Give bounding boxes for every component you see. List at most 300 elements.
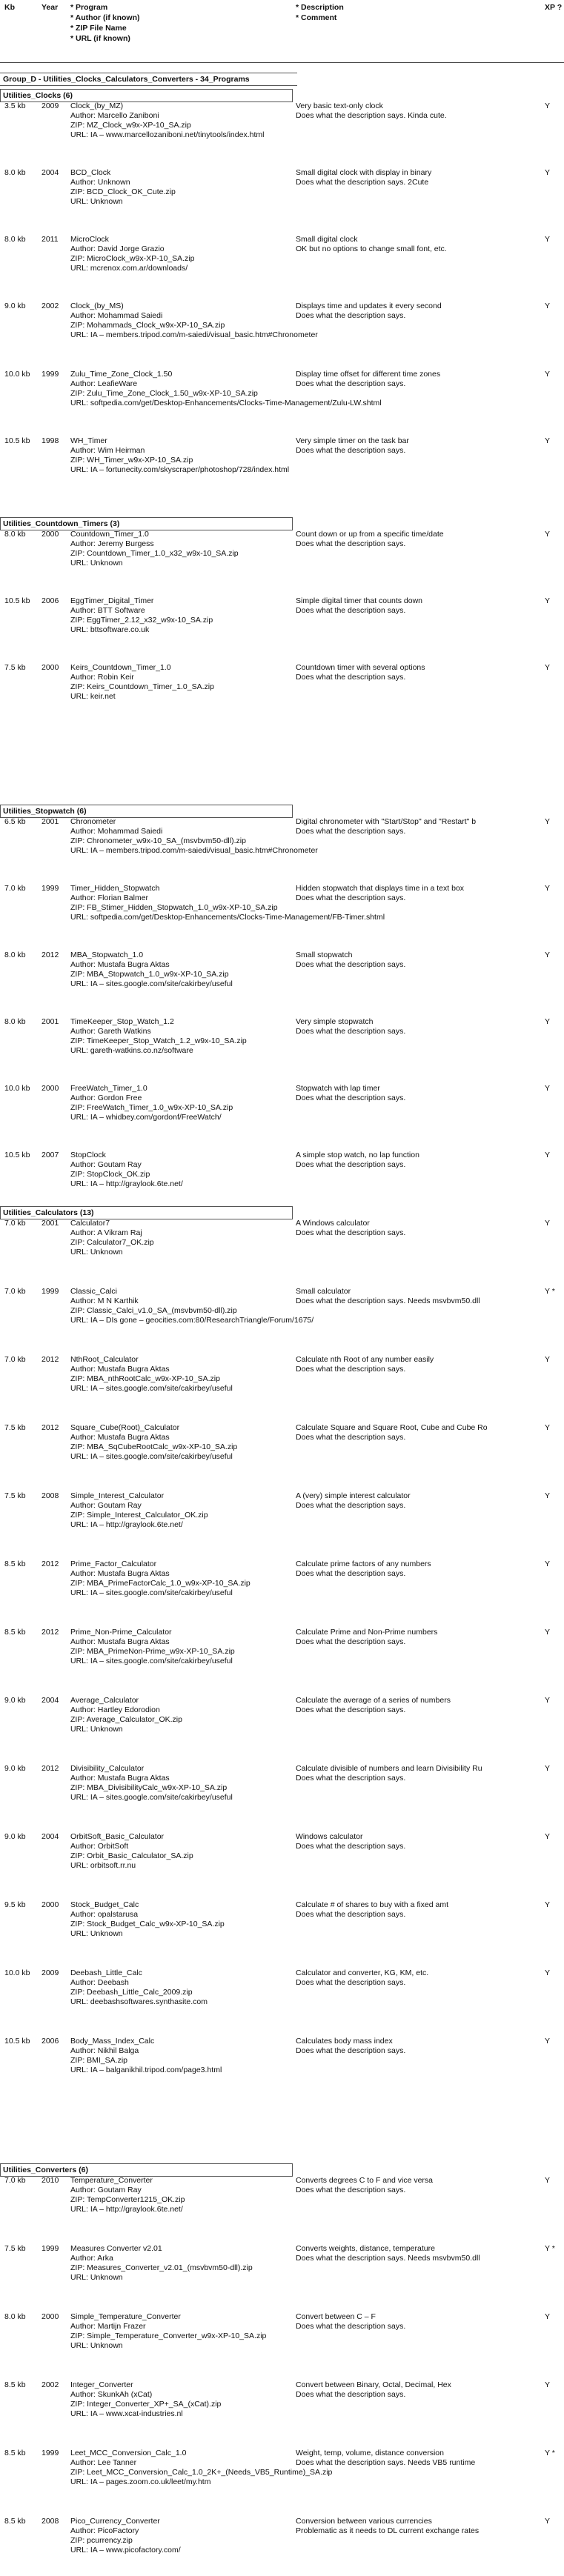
entry-xp-compat: Y	[545, 1696, 551, 1705]
entry-size: 10.5 kb	[4, 436, 30, 445]
entry-size: 10.0 kb	[4, 1084, 30, 1093]
category-heading: Utilities_Calculators (13)	[0, 1206, 293, 1219]
entry-year: 2000	[42, 663, 59, 672]
entry-comment: Does what the description says. 2Cute	[296, 178, 429, 187]
entry-comment: Does what the description says.	[296, 1774, 406, 1783]
entry-size: 7.0 kb	[4, 1355, 26, 1364]
entry-url: URL: Unknown	[70, 1248, 123, 1257]
entry-program-name: Prime_Factor_Calculator	[70, 1560, 157, 1568]
entry-description-block	[296, 1017, 533, 1036]
entry-program-block	[70, 1084, 293, 1122]
entry-xp-compat: Y	[545, 1084, 551, 1093]
entry-xp-compat: Y	[545, 2312, 551, 2321]
entry-comment: Does what the description says.	[296, 1569, 406, 1578]
entry-description: Converts degrees C to F and vice versa	[296, 2176, 434, 2185]
entry-zip: ZIP: Simple_Interest_Calculator_OK.zip	[70, 1511, 208, 1520]
entry-xp-compat: Y	[545, 1628, 551, 1637]
entry-year: 2006	[42, 2037, 59, 2046]
entry-program-name: MBA_Stopwatch_1.0	[70, 951, 144, 959]
entry-url: URL: Unknown	[70, 1725, 123, 1734]
entry-url: URL: Unknown	[70, 559, 123, 568]
entry-program-block	[70, 1696, 293, 1734]
header-zip-line: * ZIP File Name	[70, 24, 127, 33]
entry-size: 7.0 kb	[4, 1219, 26, 1228]
entry-program-block	[70, 1628, 293, 1666]
entry-year: 2012	[42, 1628, 59, 1637]
header-author-line: * Author (if known)	[70, 13, 140, 22]
entry-year: 2010	[42, 2176, 59, 2185]
entry-description-block	[296, 1628, 533, 1647]
entry-program-block	[70, 2244, 293, 2283]
entry-description: Hidden stopwatch that displays time in a text box	[296, 884, 465, 893]
entry-xp-compat: Y	[545, 596, 551, 605]
entry-zip: ZIP: Measures_Converter_v2.01_(msvbvm50-dll).zip	[70, 2263, 253, 2272]
entry-comment: Does what the description says.	[296, 1705, 406, 1714]
entry-xp-compat: Y	[545, 1900, 551, 1909]
entry-author: Author: Mustafa Bugra Aktas	[70, 1774, 170, 1783]
entry-program-block	[70, 1287, 314, 1325]
entry-year: 2012	[42, 1560, 59, 1568]
entry-author: Author: Marcello Zaniboni	[70, 111, 159, 120]
entry-description-block	[296, 168, 533, 187]
entry-xp-compat: Y	[545, 2037, 551, 2046]
entry-description-block	[296, 1696, 533, 1715]
entry-size: 8.5 kb	[4, 2449, 26, 2457]
entry-description-block	[296, 101, 533, 121]
entry-url: URL: IA – sites.google.com/site/cakirbey/useful	[70, 979, 233, 988]
entry-description: Simple digital timer that counts down	[296, 596, 422, 605]
entry-program-block	[70, 2312, 293, 2351]
entry-xp-compat: Y	[545, 884, 551, 893]
entry-zip: ZIP: TimeKeeper_Stop_Watch_1.2_w9x-10_SA.zip	[70, 1036, 247, 1045]
entry-program-block	[70, 1560, 293, 1598]
entry-xp-compat: Y	[545, 101, 551, 110]
entry-zip: ZIP: MBA_DivisibilityCalc_w9x-XP-10_SA.zip	[70, 1783, 228, 1792]
entry-author: Author: Mustafa Bugra Aktas	[70, 960, 170, 969]
entry-year: 2000	[42, 1084, 59, 1093]
entry-year: 2008	[42, 2517, 59, 2526]
entry-year: 2012	[42, 951, 59, 959]
entry-size: 9.5 kb	[4, 1900, 26, 1909]
entry-description-block	[296, 2380, 533, 2400]
entry-year: 2011	[42, 235, 59, 244]
entry-description-block	[296, 2517, 533, 2536]
entry-url: URL: deebashsoftwares.synthasite.com	[70, 1997, 208, 2006]
entry-program-name: Body_Mass_Index_Calc	[70, 2037, 155, 2046]
entry-url: URL: mcrenox.com.ar/downloads/	[70, 264, 188, 273]
entry-author: Author: Mohammad Saiedi	[70, 311, 163, 320]
entry-year: 2012	[42, 1423, 59, 1432]
entry-xp-compat: Y	[545, 1560, 551, 1568]
entry-zip: ZIP: Keirs_Countdown_Timer_1.0_SA.zip	[70, 682, 214, 691]
entry-description-block	[296, 1084, 533, 1103]
category-heading: Utilities_Stopwatch (6)	[0, 805, 293, 818]
entry-description: Calculate Prime and Non-Prime numbers	[296, 1628, 438, 1637]
entry-program-name: Leet_MCC_Conversion_Calc_1.0	[70, 2449, 187, 2457]
entry-program-block	[70, 235, 293, 273]
entry-description: Small stopwatch	[296, 951, 353, 959]
entry-url: URL: Unknown	[70, 2341, 123, 2350]
entry-author: Author: OrbitSoft	[70, 1842, 129, 1851]
entry-year: 2007	[42, 1151, 59, 1159]
entry-xp-compat: Y *	[545, 1287, 555, 1296]
entry-program-block	[70, 2037, 293, 2075]
entry-description-block	[296, 1900, 533, 1920]
entry-author: Author: opalstarusa	[70, 1910, 139, 1919]
entry-description: Weight, temp, volume, distance conversion	[296, 2449, 444, 2457]
entry-description: Stopwatch with lap timer	[296, 1084, 380, 1093]
entry-program-block	[70, 817, 318, 856]
entry-author: Author: Jeremy Burgess	[70, 539, 154, 548]
entry-xp-compat: Y	[545, 1491, 551, 1500]
entry-author: Author: Mustafa Bugra Aktas	[70, 1569, 170, 1578]
entry-description: Calculate divisible of numbers and learn Divisibility Ru	[296, 1764, 482, 1773]
entry-author: Author: Goutam Ray	[70, 1160, 142, 1169]
entry-zip: ZIP: Leet_MCC_Conversion_Calc_1.0_2K+_(Needs_VB5_Runtime)_SA.zip	[70, 2468, 333, 2477]
entry-comment: Does what the description says.	[296, 1433, 406, 1442]
entry-author: Author: Goutam Ray	[70, 1501, 142, 1510]
entry-description: Calculate Square and Square Root, Cube and Cube Ro	[296, 1423, 488, 1432]
entry-xp-compat: Y	[545, 817, 551, 826]
entry-year: 2001	[42, 1219, 59, 1228]
entry-description: Small digital clock with display in binary	[296, 168, 432, 177]
entry-program-block	[70, 1832, 293, 1871]
entry-url: URL: Unknown	[70, 1929, 123, 1938]
entry-size: 8.0 kb	[4, 951, 26, 959]
entry-year: 2009	[42, 1968, 59, 1977]
entry-author: Author: PicoFactory	[70, 2526, 139, 2535]
entry-zip: ZIP: TempConverter1215_OK.zip	[70, 2195, 185, 2204]
entry-program-name: BCD_Clock	[70, 168, 111, 177]
entry-description-block	[296, 530, 533, 549]
entry-comment: Does what the description says. Kinda cute.	[296, 111, 447, 120]
entry-size: 10.5 kb	[4, 2037, 30, 2046]
entry-comment: Does what the description says.	[296, 893, 406, 902]
entry-comment: Does what the description says. Needs msvbvm50.dll	[296, 1297, 480, 1305]
entry-zip: ZIP: Zulu_Time_Zone_Clock_1.50_w9x-XP-10_SA.zip	[70, 389, 258, 398]
entry-size: 9.0 kb	[4, 1696, 26, 1705]
entry-zip: ZIP: Chronometer_w9x-10_SA_(msvbvm50-dll).zip	[70, 836, 246, 845]
entry-year: 2009	[42, 101, 59, 110]
entry-program-block	[70, 1900, 293, 1939]
entry-author: Author: Gordon Free	[70, 1094, 142, 1102]
entry-description-block	[296, 2449, 533, 2468]
entry-year: 1999	[42, 2449, 59, 2457]
entry-year: 2000	[42, 2312, 59, 2321]
entry-size: 8.5 kb	[4, 1560, 26, 1568]
entry-comment: Does what the description says.	[296, 673, 406, 682]
entry-comment: Does what the description says.	[296, 960, 406, 969]
entry-comment: OK but no options to change small font, etc.	[296, 244, 447, 253]
entry-description: Count down or up from a specific time/date	[296, 530, 444, 539]
entry-url: URL: Unknown	[70, 2273, 123, 2282]
entry-url: URL: IA – members.tripod.com/m-saiedi/visual_basic.htm#Chronometer	[70, 846, 318, 855]
entry-program-block	[70, 530, 293, 568]
entry-description-block	[296, 596, 533, 616]
entry-description-block	[296, 663, 533, 682]
entry-url: URL: IA – www.picofactory.com/	[70, 2546, 181, 2555]
entry-program-block	[70, 596, 293, 635]
entry-zip: ZIP: Integer_Converter_XP+_SA_(xCat).zip	[70, 2400, 222, 2409]
entry-year: 2012	[42, 1764, 59, 1773]
entry-description: Display time offset for different time zones	[296, 370, 441, 379]
entry-year: 2002	[42, 302, 59, 310]
entry-size: 3.5 kb	[4, 101, 26, 110]
entry-description-block	[296, 2037, 533, 2056]
header-program-line: * Program	[70, 3, 108, 12]
entry-xp-compat: Y	[545, 302, 551, 310]
entry-program-block	[70, 168, 293, 207]
entry-description: Small digital clock	[296, 235, 358, 244]
entry-size: 7.5 kb	[4, 2244, 26, 2253]
entry-author: Author: Mohammad Saiedi	[70, 827, 163, 836]
entry-comment: Does what the description says.	[296, 2390, 406, 2399]
entry-author: Author: LeafieWare	[70, 379, 138, 388]
entry-description-block	[296, 436, 533, 456]
entry-program-block	[70, 663, 293, 702]
entry-program-block	[70, 2380, 293, 2419]
entry-xp-compat: Y	[545, 530, 551, 539]
entry-description: Calculate the average of a series of numbers	[296, 1696, 451, 1705]
header-description-line: * Description	[296, 3, 344, 12]
entry-url: URL: IA – fortunecity.com/skyscraper/photoshop/728/index.html	[70, 465, 290, 474]
entry-description: Displays time and updates it every second	[296, 302, 442, 310]
entry-xp-compat: Y	[545, 1151, 551, 1159]
entry-zip: ZIP: BMI_SA.zip	[70, 2056, 128, 2065]
entry-author: Author: Robin Keir	[70, 673, 134, 682]
entry-zip: ZIP: MBA_PrimeNon-Prime_w9x-XP-10_SA.zip	[70, 1647, 235, 1656]
entry-description-block	[296, 302, 533, 321]
entry-description-block	[296, 1764, 533, 1783]
entry-xp-compat: Y	[545, 951, 551, 959]
entry-xp-compat: Y	[545, 370, 551, 379]
entry-description: Small calculator	[296, 1287, 351, 1296]
entry-program-block	[70, 1355, 293, 1394]
entry-comment: Does what the description says.	[296, 311, 406, 320]
entry-size: 8.0 kb	[4, 235, 26, 244]
entry-xp-compat: Y	[545, 663, 551, 672]
entry-author: Author: Wim Heirman	[70, 446, 145, 455]
entry-zip: ZIP: MBA_Stopwatch_1.0_w9x-XP-10_SA.zip	[70, 970, 229, 979]
entry-xp-compat: Y	[545, 1355, 551, 1364]
entry-url: URL: IA – http://graylook.6te.net/	[70, 1179, 183, 1188]
entry-program-name: Chronometer	[70, 817, 116, 826]
entry-author: Author: M N Karthik	[70, 1297, 139, 1305]
entry-url: URL: IA – sites.google.com/site/cakirbey/useful	[70, 1657, 233, 1665]
entry-program-block	[70, 1017, 293, 1056]
entry-description-block	[296, 370, 533, 389]
entry-zip: ZIP: pcurrency.zip	[70, 2536, 133, 2545]
entry-program-block	[70, 1151, 293, 1189]
entry-program-block	[70, 1219, 293, 1257]
entry-size: 8.5 kb	[4, 2380, 26, 2389]
entry-description-block	[296, 235, 533, 254]
column-header	[0, 0, 564, 63]
entry-description: Convert between Binary, Octal, Decimal, Hex	[296, 2380, 451, 2389]
entry-url: URL: softpedia.com/get/Desktop-Enhancements/Clocks-Time-Management/Zulu-LW.shtml	[70, 399, 382, 407]
entry-comment: Does what the description says.	[296, 446, 406, 455]
entry-url: URL: keir.net	[70, 692, 116, 701]
entry-zip: ZIP: MBA_PrimeFactorCalc_1.0_w9x-XP-10_SA.zip	[70, 1579, 251, 1588]
entry-zip: ZIP: Classic_Calci_v1.0_SA_(msvbvm50-dll).zip	[70, 1306, 237, 1315]
entry-size: 9.0 kb	[4, 1832, 26, 1841]
entry-size: 8.0 kb	[4, 168, 26, 177]
entry-zip: ZIP: Simple_Temperature_Converter_w9x-XP-10_SA.zip	[70, 2332, 267, 2340]
entry-description: Conversion between various currencies	[296, 2517, 432, 2526]
entry-size: 10.0 kb	[4, 1968, 30, 1977]
entry-xp-compat: Y	[545, 1968, 551, 1977]
entry-zip: ZIP: MBA_SqCubeRootCalc_w9x-XP-10_SA.zip	[70, 1442, 238, 1451]
entry-program-name: OrbitSoft_Basic_Calculator	[70, 1832, 165, 1841]
entry-url: URL: orbitsoft.rr.nu	[70, 1861, 136, 1870]
entry-program-name: Average_Calculator	[70, 1696, 139, 1705]
entry-url: URL: IA – pages.zoom.co.uk/leet/my.htm	[70, 2477, 211, 2486]
entry-size: 8.0 kb	[4, 1017, 26, 1026]
entry-author: Author: Lee Tanner	[70, 2458, 137, 2467]
entry-program-name: Integer_Converter	[70, 2380, 133, 2389]
entry-zip: ZIP: Countdown_Timer_1.0_x32_w9x-10_SA.zip	[70, 549, 239, 558]
entry-comment: Does what the description says. Needs msvbvm50.dll	[296, 2254, 480, 2263]
entry-author: Author: Mustafa Bugra Aktas	[70, 1433, 170, 1442]
entry-comment: Does what the description says.	[296, 379, 406, 388]
entry-comment: Does what the description says.	[296, 1228, 406, 1237]
entry-size: 7.5 kb	[4, 1491, 26, 1500]
entry-url: URL: gareth-watkins.co.nz/software	[70, 1046, 193, 1055]
entry-author: Author: SkunkAh (xCat)	[70, 2390, 153, 2399]
entry-size: 8.0 kb	[4, 530, 26, 539]
entry-url: URL: IA – www.xcat-industries.nl	[70, 2409, 183, 2418]
entry-description-block	[296, 1219, 533, 1238]
entry-description-block	[296, 1560, 533, 1579]
entry-url: URL: IA – http://graylook.6te.net/	[70, 2205, 183, 2214]
entry-size: 7.5 kb	[4, 1423, 26, 1432]
entry-size: 9.0 kb	[4, 1764, 26, 1773]
entry-description: Calculate prime factors of any numbers	[296, 1560, 431, 1568]
entry-url: URL: IA – whidbey.com/gordonf/FreeWatch/	[70, 1113, 222, 1122]
entry-zip: ZIP: BCD_Clock_OK_Cute.zip	[70, 187, 176, 196]
entry-xp-compat: Y *	[545, 2244, 555, 2253]
entry-author: Author: Martijn Frazer	[70, 2322, 146, 2331]
entry-program-block	[70, 2176, 293, 2214]
entry-comment: Does what the description says.	[296, 1842, 406, 1851]
entry-year: 2000	[42, 1900, 59, 1909]
category-heading: Utilities_Clocks (6)	[0, 89, 293, 102]
entry-xp-compat: Y	[545, 1423, 551, 1432]
entry-author: Author: Unknown	[70, 178, 130, 187]
entry-comment: Does what the description says.	[296, 606, 406, 615]
entry-comment: Does what the description says.	[296, 827, 406, 836]
entry-year: 2004	[42, 1696, 59, 1705]
entry-comment: Does what the description says.	[296, 2186, 406, 2194]
entry-description: Calculates body mass index	[296, 2037, 393, 2046]
entry-url: URL: bttsoftware.co.uk	[70, 625, 150, 634]
entry-program-block	[70, 1423, 293, 1462]
entry-zip: ZIP: FreeWatch_Timer_1.0_w9x-XP-10_SA.zip	[70, 1103, 233, 1112]
entry-program-name: Square_Cube(Root)_Calculator	[70, 1423, 180, 1432]
entry-xp-compat: Y	[545, 1764, 551, 1773]
entry-size: 8.5 kb	[4, 2517, 26, 2526]
entry-zip: ZIP: Mohammads_Clock_w9x-XP-10_SA.zip	[70, 321, 225, 330]
entry-program-name: Simple_Temperature_Converter	[70, 2312, 181, 2321]
entry-size: 7.0 kb	[4, 2176, 26, 2185]
entry-program-name: Temperature_Converter	[70, 2176, 153, 2185]
entry-program-name: Stock_Budget_Calc	[70, 1900, 139, 1909]
entry-size: 6.5 kb	[4, 817, 26, 826]
entry-program-name: Keirs_Countdown_Timer_1.0	[70, 663, 171, 672]
entry-size: 10.0 kb	[4, 370, 30, 379]
entry-description-block	[296, 2312, 533, 2332]
entry-url: URL: IA – balganikhil.tripod.com/page3.html	[70, 2066, 222, 2074]
entry-url: URL: IA – sites.google.com/site/cakirbey/useful	[70, 1452, 233, 1461]
entry-zip: ZIP: Orbit_Basic_Calculator_SA.zip	[70, 1851, 193, 1860]
entry-author: Author: Gareth Watkins	[70, 1027, 151, 1036]
entry-zip: ZIP: StopClock_OK.zip	[70, 1170, 150, 1179]
entry-year: 1999	[42, 884, 59, 893]
entry-year: 2004	[42, 168, 59, 177]
entry-program-name: Clock_(by_MS)	[70, 302, 124, 310]
entry-comment: Does what the description says.	[296, 1910, 406, 1919]
entry-year: 2001	[42, 1017, 59, 1026]
entry-program-name: EggTimer_Digital_Timer	[70, 596, 154, 605]
entry-year: 1999	[42, 370, 59, 379]
entry-comment: Does what the description says.	[296, 1365, 406, 1374]
entry-url: URL: IA – sites.google.com/site/cakirbey/useful	[70, 1384, 233, 1393]
entry-description: A Windows calculator	[296, 1219, 370, 1228]
entry-zip: ZIP: EggTimer_2.12_x32_w9x-10_SA.zip	[70, 616, 213, 625]
entry-author: Author: A Vikram Raj	[70, 1228, 142, 1237]
entry-description: Very simple timer on the task bar	[296, 436, 409, 445]
entry-program-name: Timer_Hidden_Stopwatch	[70, 884, 160, 893]
entry-description: Calculate # of shares to buy with a fixed amt	[296, 1900, 449, 1909]
header-kb: Kb	[4, 3, 15, 12]
entry-description: Convert between C – F	[296, 2312, 376, 2321]
entry-program-name: Zulu_Time_Zone_Clock_1.50	[70, 370, 173, 379]
entry-zip: ZIP: FB_Stimer_Hidden_Stopwatch_1.0_w9x-XP-10_SA.zip	[70, 903, 278, 912]
entry-size: 7.5 kb	[4, 663, 26, 672]
entry-description-block	[296, 884, 533, 903]
entry-comment: Problematic as it needs to DL current exchange rates	[296, 2526, 480, 2535]
entry-year: 2012	[42, 1355, 59, 1364]
entry-comment: Does what the description says.	[296, 1094, 406, 1102]
entry-xp-compat: Y	[545, 1832, 551, 1841]
entry-author: Author: Mustafa Bugra Aktas	[70, 1365, 170, 1374]
entry-url: URL: IA – DIs gone – geocities.com:80/ResearchTriangle/Forum/1675/	[70, 1316, 314, 1325]
entry-program-name: Simple_Interest_Calculator	[70, 1491, 165, 1500]
entry-xp-compat: Y	[545, 168, 551, 177]
entry-program-name: Clock_(by_MZ)	[70, 101, 124, 110]
entry-description-block	[296, 1832, 533, 1851]
entry-author: Author: Florian Balmer	[70, 893, 149, 902]
entry-program-name: Divisibility_Calculator	[70, 1764, 145, 1773]
entry-comment: Does what the description says.	[296, 1978, 406, 1987]
entry-comment: Does what the description says.	[296, 2322, 406, 2331]
entry-description-block	[296, 951, 533, 970]
entry-size: 8.0 kb	[4, 2312, 26, 2321]
entry-xp-compat: Y *	[545, 2449, 555, 2457]
entry-year: 1998	[42, 436, 59, 445]
entry-program-name: MicroClock	[70, 235, 109, 244]
entry-xp-compat: Y	[545, 235, 551, 244]
entry-description: Very simple stopwatch	[296, 1017, 374, 1026]
entry-program-block	[70, 436, 293, 475]
entry-xp-compat: Y	[545, 2517, 551, 2526]
entry-xp-compat: Y	[545, 2176, 551, 2185]
entry-program-block	[70, 2517, 293, 2555]
entry-xp-compat: Y	[545, 436, 551, 445]
entry-year: 2004	[42, 1832, 59, 1841]
entry-year: 1999	[42, 2244, 59, 2253]
entry-description-block	[296, 1355, 533, 1374]
